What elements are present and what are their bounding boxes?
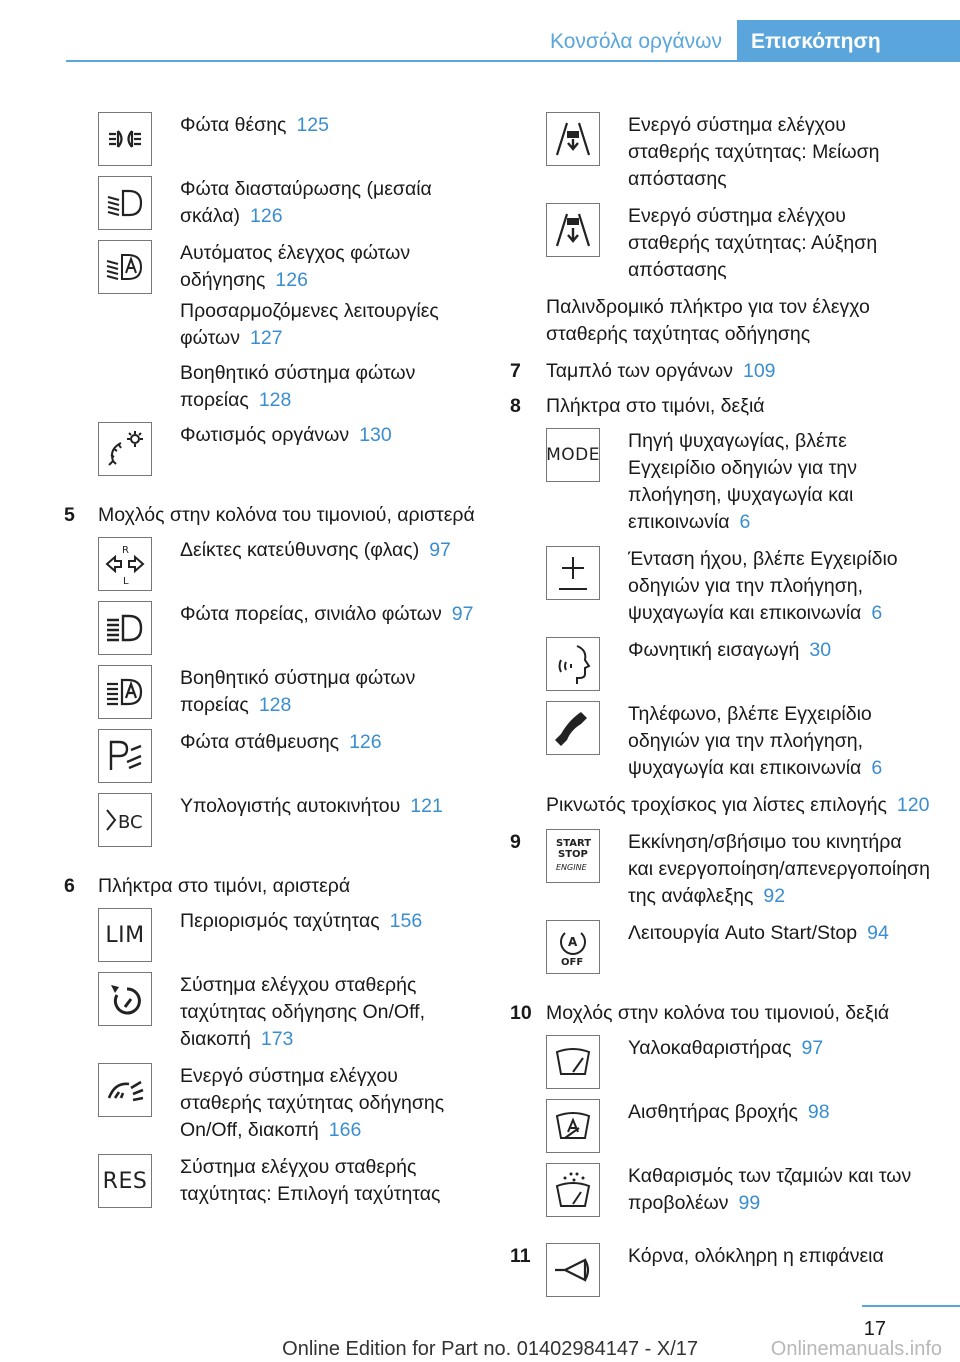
svg-text:R: R xyxy=(122,545,129,556)
list-item xyxy=(546,701,930,782)
list-item xyxy=(546,203,930,284)
footer-edition: Online Edition for Part no. 01402984147 - X/17 xyxy=(282,1338,698,1360)
entry-number: 6 xyxy=(64,875,75,897)
high-beam-icon xyxy=(98,601,152,655)
list-item xyxy=(546,546,930,627)
page-ref-link[interactable]: 6 xyxy=(871,757,883,779)
cruise-control-icon xyxy=(98,972,152,1026)
entry-8 xyxy=(510,393,930,420)
entry-title: Μοχλός στην κολόνα του τιμονιού, αριστερά xyxy=(98,504,475,526)
page-ref-link[interactable]: 92 xyxy=(763,885,786,907)
start-text: START xyxy=(556,838,592,849)
page-ref-link[interactable]: 97 xyxy=(451,603,474,625)
item-text: Πηγή ψυχαγωγίας, βλέπε Εγχειρίδιο οδηγιών για την πλοήγηση, ψυχαγωγία και επικοινωνία xyxy=(628,430,857,533)
bc-label-icon xyxy=(98,793,152,847)
list-item xyxy=(98,793,484,847)
item-text: Φωτισμός οργάνων xyxy=(180,424,350,446)
plus-minus-icon xyxy=(546,546,600,600)
list-item xyxy=(98,537,484,591)
item-text: Εκκίνηση/σβήσιμο του κινητήρα και ενεργοποίηση/απενεργοποίηση της ανάφλεξης xyxy=(628,831,930,907)
item-text: Φωνητική εισαγωγή xyxy=(628,639,800,661)
list-item xyxy=(98,176,484,230)
item-text: Σύστημα ελέγχου σταθερής ταχύτητας: Επιλογή ταχύτητας xyxy=(180,1156,441,1205)
turn-signal-icon xyxy=(98,537,152,591)
item-text: Ρικνωτός τροχίσκος για λίστες επιλογής xyxy=(546,794,887,816)
watermark: Onlinemanuals.info xyxy=(770,1338,942,1360)
auto-headlight-icon xyxy=(98,240,152,294)
page-ref-link[interactable]: 156 xyxy=(389,910,423,932)
start-stop-icon xyxy=(546,829,600,883)
horn-icon xyxy=(546,1243,600,1297)
page-ref-link[interactable]: 6 xyxy=(871,602,883,624)
footer-rule xyxy=(862,1305,960,1307)
item-text: Προσαρμοζόμενες λειτουργίες φώτων xyxy=(180,300,439,349)
item-text: Καθαρισμός των τζαμιών και των προβολέων xyxy=(628,1165,912,1214)
high-beam-assist-icon xyxy=(98,665,152,719)
low-beam-icon xyxy=(98,176,152,230)
page-ref-link[interactable]: 94 xyxy=(867,922,889,944)
item-text: Ενεργό σύστημα ελέγχου σταθερής ταχύτητας: Αύξηση απόστασης xyxy=(628,205,878,281)
item-text: Λειτουργία Auto Start/Stop xyxy=(628,922,858,944)
sub-item xyxy=(180,298,484,352)
wiper-icon xyxy=(546,1035,600,1089)
entry-number: 9 xyxy=(510,831,521,853)
item-text: Υπολογιστής αυτοκινήτου xyxy=(180,795,401,817)
page-ref-link[interactable]: 109 xyxy=(742,360,776,382)
list-item xyxy=(546,428,930,536)
item-text: Φώτα θέσης xyxy=(180,114,287,136)
item-text: Φώτα πορείας, σινιάλο φώτων xyxy=(180,603,442,625)
page-ref-link[interactable]: 97 xyxy=(429,539,451,561)
voice-input-icon xyxy=(546,637,600,691)
page-ref-link[interactable]: 128 xyxy=(258,694,292,716)
page-ref-link[interactable]: 126 xyxy=(275,269,308,291)
list-item xyxy=(546,1035,930,1089)
page-ref-link[interactable]: 173 xyxy=(260,1028,294,1050)
instrument-lighting-icon xyxy=(98,422,152,476)
entry-10 xyxy=(510,1000,930,1027)
svg-text:L: L xyxy=(123,576,129,586)
entry-11 xyxy=(510,1243,930,1297)
entry-number: 8 xyxy=(510,395,521,417)
list-item xyxy=(98,601,484,655)
position-lights-icon xyxy=(98,112,152,166)
item-text: Αισθητήρας βροχής xyxy=(628,1101,798,1123)
page-ref-link[interactable]: 98 xyxy=(807,1101,830,1123)
list-item xyxy=(98,422,484,476)
entry-title: Ταμπλό των οργάνων xyxy=(546,360,733,382)
entry-number: 10 xyxy=(510,1002,532,1024)
list-item xyxy=(546,112,930,193)
page-ref-link[interactable]: 130 xyxy=(359,424,392,446)
auto-start-stop-icon xyxy=(546,920,600,974)
list-item xyxy=(98,1063,484,1144)
list-item xyxy=(546,1243,930,1297)
list-item xyxy=(98,729,484,783)
entry-5 xyxy=(64,502,484,529)
lim-icon xyxy=(98,908,152,962)
stop-text: STOP xyxy=(558,849,588,860)
entry-title: Μοχλός στην κολόνα του τιμονιού, δεξιά xyxy=(546,1002,890,1024)
list-item xyxy=(98,908,484,962)
distance-decrease-icon xyxy=(546,112,600,166)
item-text: Ενεργό σύστημα ελέγχου σταθερής ταχύτητας οδήγησης On/Off, διακοπή xyxy=(180,1065,445,1141)
lim-label: LIM xyxy=(105,922,145,948)
item-text: Σύστημα ελέγχου σταθερής ταχύτητας οδήγησης On/Off, διακοπή xyxy=(180,974,425,1050)
page-ref-link[interactable]: 125 xyxy=(296,114,329,136)
entry-number: 5 xyxy=(64,504,75,526)
item-text: Υαλοκαθαριστήρας xyxy=(628,1037,792,1059)
res-label: RES xyxy=(102,1168,148,1194)
auto-off-text: OFF xyxy=(561,957,584,968)
page-ref-link[interactable]: 166 xyxy=(328,1119,362,1141)
list-item xyxy=(98,972,484,1053)
item-text: Φώτα διασταύρωσης (μεσαία σκάλα) xyxy=(180,178,432,227)
entry-title: Πλήκτρα στο τιμόνι, αριστερά xyxy=(98,875,351,897)
mode-icon xyxy=(546,428,600,482)
page-number: 17 xyxy=(863,1318,886,1340)
engine-text: ENGINE xyxy=(556,863,587,872)
entry-title: Πλήκτρα στο τιμόνι, δεξιά xyxy=(546,395,765,417)
item-text: Βοηθητικό σύστημα φώτων πορείας xyxy=(180,362,416,411)
right-column xyxy=(510,112,930,1307)
item-text: Φώτα στάθμευσης xyxy=(180,731,340,753)
entry-7 xyxy=(510,358,930,385)
list-item xyxy=(546,920,930,974)
parking-lights-icon xyxy=(98,729,152,783)
list-item xyxy=(98,665,484,719)
entry-9 xyxy=(510,829,930,974)
item-text: Περιορισμός ταχύτητας xyxy=(180,910,380,932)
entry-number: 7 xyxy=(510,360,521,382)
active-cruise-icon xyxy=(98,1063,152,1117)
item-text: Ενεργό σύστημα ελέγχου σταθερής ταχύτητας: Μείωση απόστασης xyxy=(628,114,880,190)
item-text: Ένταση ήχου, βλέπε Εγχειρίδιο οδηγιών για την πλοήγηση, ψυχαγωγία και επικοινωνία xyxy=(628,548,898,624)
rocker-text: Παλινδρομικό πλήκτρο για τον έλεγχο σταθερής ταχύτητας οδήγησης xyxy=(546,296,870,345)
res-icon xyxy=(98,1154,152,1208)
page-ref-link[interactable]: 97 xyxy=(801,1037,824,1059)
page-ref-link[interactable]: 127 xyxy=(250,327,283,349)
item-text: Τηλέφωνο, βλέπε Εγχειρίδιο οδηγιών για την πλοήγηση, ψυχαγωγία και επικοινωνία xyxy=(628,703,872,779)
list-item xyxy=(546,1099,930,1153)
list-item xyxy=(546,1163,930,1217)
page-ref-link[interactable]: 128 xyxy=(258,389,292,411)
page-ref-link[interactable]: 30 xyxy=(809,639,832,661)
washer-icon xyxy=(546,1163,600,1217)
mode-label: MODE xyxy=(546,445,600,465)
page-ref-link[interactable]: 126 xyxy=(349,731,382,753)
item-text: Αυτόματος έλεγχος φώτων οδήγησης xyxy=(180,242,411,291)
item-text: Κόρνα, ολόκληρη η επιφάνεια xyxy=(628,1245,884,1267)
list-item xyxy=(546,637,930,691)
rain-sensor-icon xyxy=(546,1099,600,1153)
page-ref-link[interactable]: 99 xyxy=(738,1192,761,1214)
item-text: Βοηθητικό σύστημα φώτων πορείας xyxy=(180,667,416,716)
entry-6 xyxy=(64,873,484,900)
phone-icon xyxy=(546,701,600,755)
entry-number: 11 xyxy=(510,1245,531,1267)
bc-label-text: BC xyxy=(118,812,143,833)
header-chapter-tab: Επισκόπηση xyxy=(737,20,960,62)
thumbwheel-text xyxy=(546,792,930,819)
list-item xyxy=(98,112,484,166)
page-ref-link[interactable]: 120 xyxy=(896,794,930,816)
list-item xyxy=(98,240,484,294)
page-ref-link[interactable]: 6 xyxy=(739,511,751,533)
left-column xyxy=(64,112,484,1218)
list-item xyxy=(546,829,930,910)
distance-increase-icon xyxy=(546,203,600,257)
item-text: Δείκτες κατεύθυνσης (φλας) xyxy=(180,539,420,561)
page-ref-link[interactable]: 121 xyxy=(410,795,443,817)
page-ref-link[interactable]: 126 xyxy=(250,205,283,227)
sub-item xyxy=(180,360,484,414)
header-section-title: Κονσόλα οργάνων xyxy=(550,30,722,53)
auto-a-text: A xyxy=(568,935,578,949)
list-item xyxy=(98,1154,484,1208)
